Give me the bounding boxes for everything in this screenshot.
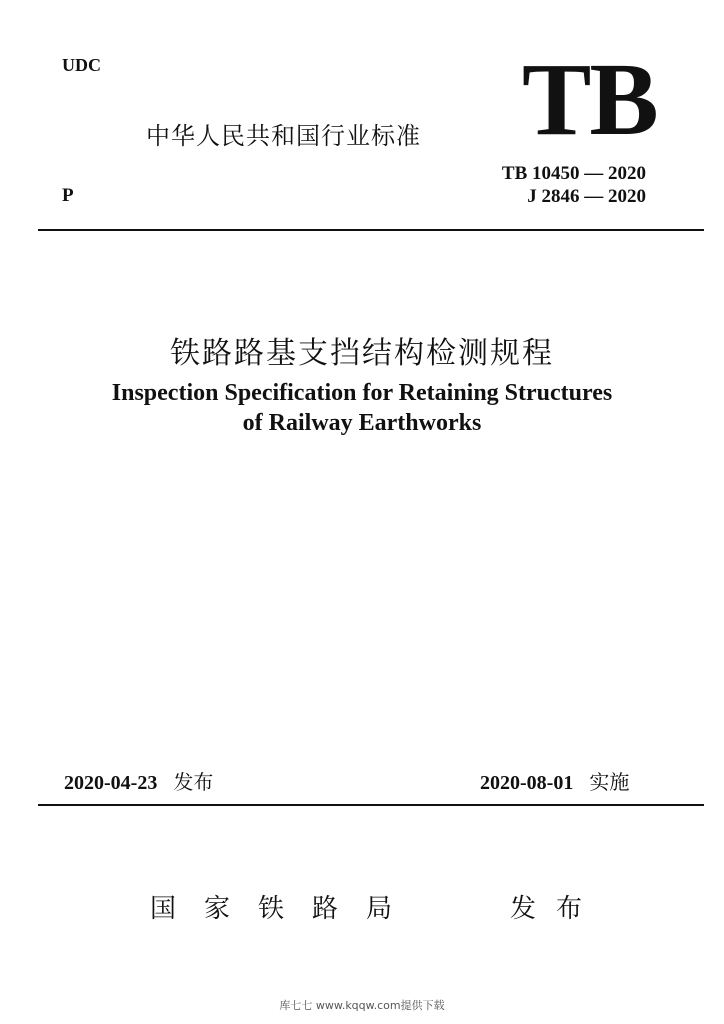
standard-codes bbox=[502, 162, 646, 208]
title-chinese: 铁路路基支挡结构检测规程 bbox=[170, 336, 554, 371]
issue-info bbox=[64, 766, 213, 795]
udc-label: UDC bbox=[62, 55, 101, 75]
code-secondary: J 2846 — 2020 bbox=[527, 186, 646, 207]
title-english-line-1: Inspection Specification for Retaining Structures bbox=[111, 380, 613, 406]
publisher-name: 国家铁路局 bbox=[150, 894, 421, 924]
title-english-line-2: of Railway Earthworks bbox=[242, 410, 482, 436]
bottom-divider bbox=[38, 804, 704, 806]
tb-logo: TB bbox=[522, 42, 657, 157]
implement-label: 实施 bbox=[589, 770, 630, 794]
publisher-action: 发布 bbox=[510, 894, 603, 924]
standard-type-title: 中华人民共和国行业标准 bbox=[146, 122, 421, 150]
download-watermark: 库七七 www.kqqw.com提供下载 bbox=[279, 999, 445, 1012]
code-primary: TB 10450 — 2020 bbox=[501, 163, 646, 184]
title-english bbox=[0, 378, 724, 438]
implement-date: 2020-08-01 bbox=[480, 772, 574, 794]
category-code: P bbox=[62, 185, 74, 206]
top-divider bbox=[38, 229, 704, 231]
issue-label: 发布 bbox=[173, 770, 214, 794]
implement-info bbox=[480, 766, 629, 795]
issue-date: 2020-04-23 bbox=[64, 772, 158, 794]
